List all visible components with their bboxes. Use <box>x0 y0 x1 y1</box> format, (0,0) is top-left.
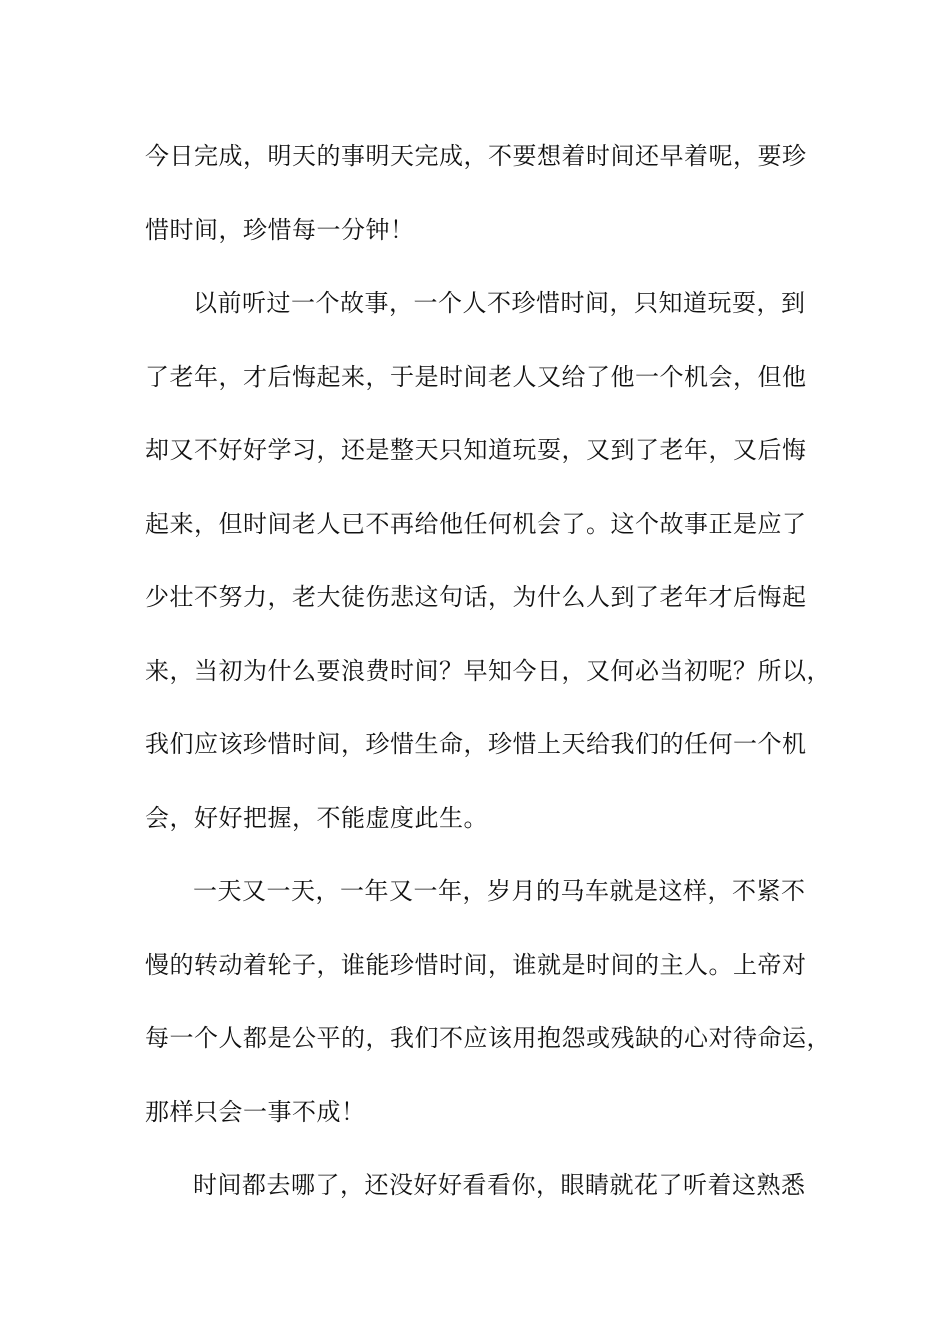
paragraph-first-line: 时间都去哪了，还没好好看看你，眼睛就花了听着这熟悉 <box>193 1171 806 1199</box>
text-line: 今日完成，明天的事明天完成，不要想着时间还早着呢，要珍 <box>145 142 807 170</box>
text-line: 起来，但时间老人已不再给他任何机会了。这个故事正是应了 <box>145 509 807 538</box>
paragraph-first-line: 以前听过一个故事，一个人不珍惜时间，只知道玩耍，到 <box>193 289 806 317</box>
text-line: 惜时间，珍惜每一分钟！ <box>145 215 415 244</box>
text-line: 了老年，才后悔起来，于是时间老人又给了他一个机会，但他 <box>145 362 807 391</box>
text-line: 每一个人都是公平的，我们不应该用抱怨或残缺的心对待命运， <box>145 1024 831 1052</box>
text-line: 却又不好好学习，还是整天只知道玩耍，又到了老年，又后悔 <box>145 436 807 464</box>
paragraph-first-line: 一天又一天，一年又一年，岁月的马车就是这样，不紧不 <box>193 877 806 905</box>
text-line: 来，当初为什么要浪费时间？早知今日，又何必当初呢？所以， <box>145 656 831 685</box>
body-text <box>145 120 831 1223</box>
text-line: 慢的转动着轮子，谁能珍惜时间，谁就是时间的主人。上帝对 <box>145 950 807 979</box>
text-line: 少壮不努力，老大徒伤悲这句话，为什么人到了老年才后悔起 <box>145 583 807 611</box>
text-line: 我们应该珍惜时间，珍惜生命，珍惜上天给我们的任何一个机 <box>145 730 807 758</box>
text-line: 那样只会一事不成！ <box>145 1097 366 1126</box>
text-line: 会，好好把握，不能虚度此生。 <box>145 803 488 832</box>
